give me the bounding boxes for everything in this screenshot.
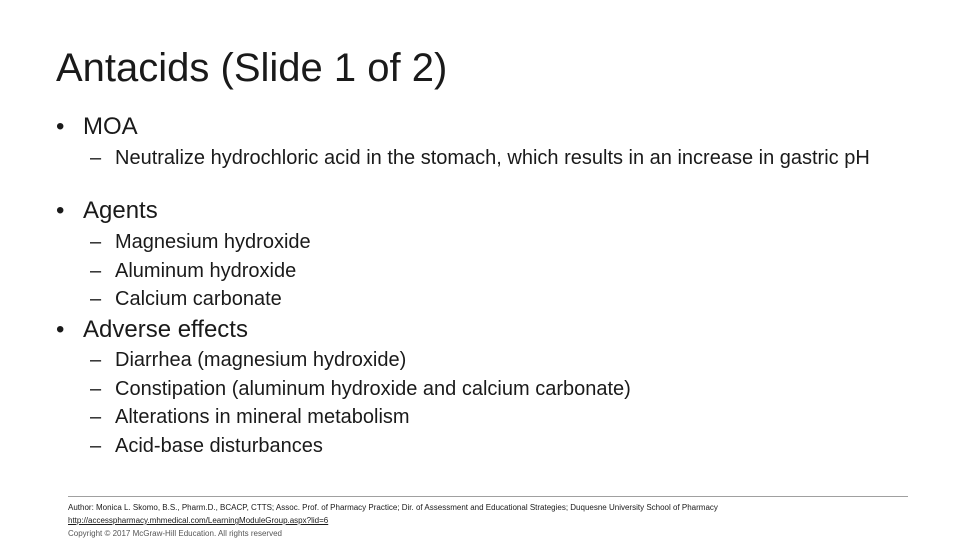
sub-item: [90, 378, 920, 400]
sub-item: [90, 260, 920, 282]
sub-item: [90, 435, 920, 457]
bullet-icon: •: [56, 316, 65, 343]
bullet-icon: •: [56, 113, 65, 140]
footer-copyright: Copyright © 2017 McGraw-Hill Education. All rights reserved: [68, 529, 282, 538]
dash-icon: –: [90, 406, 102, 428]
dash-icon: –: [90, 288, 102, 310]
sub-item-text: Diarrhea (magnesium hydroxide): [115, 349, 407, 371]
dash-icon: –: [90, 147, 102, 169]
bullet-label: Adverse effects: [83, 316, 248, 343]
bullet-agents: [56, 197, 158, 225]
bullet-adverse-effects: [56, 316, 248, 344]
slide-footer: [68, 496, 908, 540]
sub-item-text: Magnesium hydroxide: [115, 231, 311, 253]
footer-link[interactable]: http://accesspharmacy.mhmedical.com/LearningModuleGroup.aspx?lid=6: [68, 516, 329, 525]
dash-icon: –: [90, 349, 102, 371]
dash-icon: –: [90, 435, 102, 457]
dash-icon: –: [90, 231, 102, 253]
slide-title: Antacids (Slide 1 of 2): [56, 46, 448, 90]
sub-item-text: Neutralize hydrochloric acid in the stomach, which results in an increase in gastric pH: [115, 147, 870, 169]
footer-author: Author: Monica L. Skomo, B.S., Pharm.D., BCACP, CTTS; Assoc. Prof. of Pharmacy Practice; Dir. of Assessment and Educational Strategies; Duquesne University School of Pharmacy: [68, 503, 718, 512]
sub-item-text: Constipation (aluminum hydroxide and calcium carbonate): [115, 378, 631, 400]
sub-item-text: Calcium carbonate: [115, 288, 282, 310]
sub-item: [90, 231, 920, 253]
bullet-label: MOA: [83, 113, 138, 140]
sub-item: [90, 147, 920, 169]
dash-icon: –: [90, 378, 102, 400]
sub-item-text: Aluminum hydroxide: [115, 260, 297, 282]
bullet-moa: [56, 113, 138, 141]
sub-item-text: Acid-base disturbances: [115, 435, 323, 457]
sub-item-text: Alterations in mineral metabolism: [115, 406, 410, 428]
bullet-label: Agents: [83, 197, 158, 224]
sub-item: [90, 349, 920, 371]
sub-item: [90, 406, 920, 428]
sub-item: [90, 288, 920, 310]
bullet-icon: •: [56, 197, 65, 224]
dash-icon: –: [90, 260, 102, 282]
